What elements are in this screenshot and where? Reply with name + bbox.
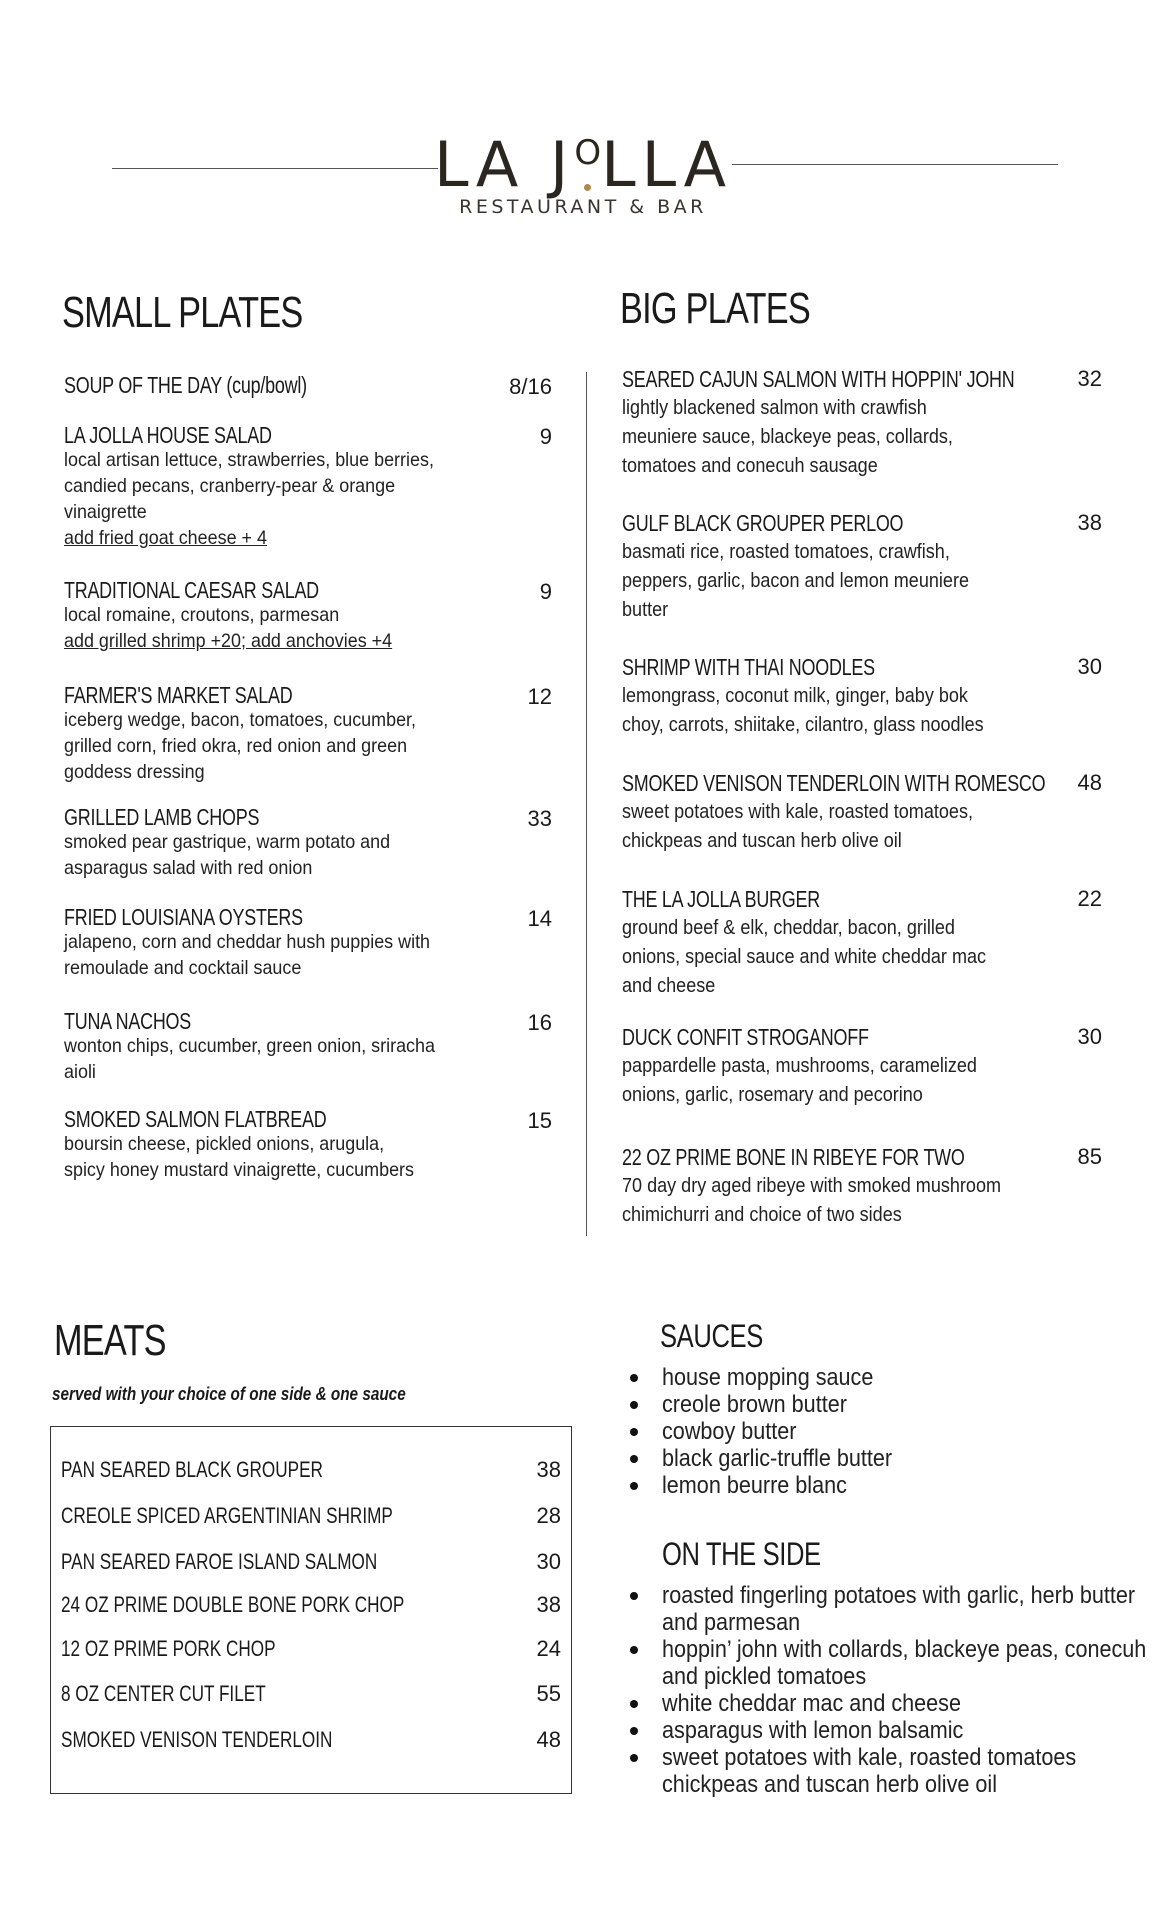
meat-price: 38 [536,1457,561,1482]
item-name: FRIED LOUISIANA OYSTERS [64,904,303,930]
meat-price: 24 [536,1636,561,1661]
item-description [64,1131,414,1183]
sauce-label: creole brown butter [662,1391,847,1418]
item-addon: add fried goat cheese + 4 [64,527,267,549]
description-line: basmati rice, roasted tomatoes, crawfish, [622,540,950,563]
item-name: LA JOLLA HOUSE SALAD [64,422,272,448]
sauces-title: SAUCES [660,1318,763,1354]
description-line: local romaine, croutons, parmesan [64,604,340,626]
description-line: chickpeas and tuscan herb olive oil [622,829,902,852]
sauce-label: lemon beurre blanc [662,1472,847,1499]
item-name: SHRIMP WITH THAI NOODLES [622,654,875,680]
item-description [622,537,969,624]
item-addon: add grilled shrimp +20; add anchovies +4 [64,630,393,652]
meat-row [61,1549,561,1579]
menu-item [622,886,1036,1000]
item-name: TUNA NACHOS [64,1008,192,1034]
meat-name: SMOKED VENISON TENDERLOIN [61,1727,333,1752]
item-price: 8/16 [509,374,552,399]
meat-row [61,1457,561,1487]
side-item [626,1690,1166,1717]
sauce-label: black garlic-truffle butter [662,1445,893,1472]
description-line: lemongrass, coconut milk, ginger, baby bok [622,684,968,707]
item-name: 22 OZ PRIME BONE IN RIBEYE FOR TWO [622,1144,965,1170]
big-plates-title: BIG PLATES [620,284,810,333]
item-name: GULF BLACK GROUPER PERLOO [622,510,904,536]
logo-text-right: LLA [601,128,733,201]
description-line: chimichurri and choice of two sides [622,1203,902,1226]
item-price: 14 [527,906,552,931]
menu-item [64,904,462,981]
description-line: ground beef & elk, cheddar, bacon, grilled [622,916,955,939]
meat-row [61,1592,561,1622]
side-label: asparagus with lemon balsamic [662,1717,964,1744]
logo-o: O [574,128,601,201]
side-item [626,1636,1166,1690]
meat-name: PAN SEARED FAROE ISLAND SALMON [61,1549,378,1574]
restaurant-logo [0,128,1166,201]
item-name: SOUP OF THE DAY (cup/bowl) [64,372,307,398]
item-name: FARMER'S MARKET SALAD [64,682,293,708]
meat-row [61,1503,561,1533]
description-line: meuniere sauce, blackeye peas, collards, [622,425,953,448]
description-line: 70 day dry aged ribeye with smoked mushroom [622,1174,1002,1197]
menu-item [622,654,1033,739]
item-price: 22 [1077,886,1102,911]
description-line: onions, garlic, rosemary and pecorino [622,1083,923,1106]
column-divider [586,372,587,1236]
item-price: 12 [527,684,552,709]
meat-price: 30 [536,1549,561,1574]
item-name: TRADITIONAL CAESAR SALAD [64,577,319,603]
item-name: SMOKED SALMON FLATBREAD [64,1106,327,1132]
item-description [64,929,430,981]
description-line: boursin cheese, pickled onions, arugula, [64,1133,385,1155]
description-line: spicy honey mustard vinaigrette, cucumbers [64,1159,414,1181]
sauce-item [626,1364,918,1391]
sauce-item [626,1472,918,1499]
description-line: aioli [64,1061,96,1083]
logo-dot [584,184,591,191]
logo-subtitle: RESTAURANT & BAR [459,196,707,218]
description-line: grilled corn, fried okra, red onion and green [64,735,408,757]
side-label: roasted fingerling potatoes with garlic, herb butter and parmesan [662,1582,1136,1636]
menu-item [64,1008,467,1085]
menu-item [64,682,447,785]
meat-name: 12 OZ PRIME PORK CHOP [61,1636,276,1661]
description-line: iceberg wedge, bacon, tomatoes, cucumber, [64,709,417,731]
description-line: remoulade and cocktail sauce [64,957,302,979]
menu-item [622,1144,1061,1229]
meat-name: 8 OZ CENTER CUT FILET [61,1681,266,1706]
side-item [626,1717,1166,1744]
meat-row [61,1681,561,1711]
item-description [64,707,416,785]
item-description [622,1051,977,1109]
sides-list [626,1582,1166,1798]
meat-row [61,1636,561,1666]
meat-name: 24 OZ PRIME DOUBLE BONE PORK CHOP [61,1592,405,1617]
sauce-item [626,1445,918,1472]
description-line: onions, special sauce and white cheddar mac [622,945,987,968]
meats-title: MEATS [54,1316,166,1365]
item-name: SEARED CAJUN SALMON WITH HOPPIN' JOHN [622,366,1015,392]
item-price: 30 [1077,1024,1102,1049]
description-line: candied pecans, cranberry-pear & orange [64,475,396,497]
item-price: 30 [1077,654,1102,679]
item-name: GRILLED LAMB CHOPS [64,804,260,830]
item-price: 16 [527,1010,552,1035]
side-item [626,1582,1166,1636]
item-price: 9 [539,579,552,604]
meat-price: 48 [536,1727,561,1752]
item-price: 9 [539,424,552,449]
side-item [626,1744,1166,1798]
menu-item [64,804,418,881]
side-label: white cheddar mac and cheese [662,1690,961,1717]
item-name: THE LA JOLLA BURGER [622,886,820,912]
sauce-label: cowboy butter [662,1418,797,1445]
small-plates-title: SMALL PLATES [62,288,303,337]
description-line: tomatoes and conecuh sausage [622,454,878,477]
item-description [622,913,986,1000]
item-price: 48 [1077,770,1102,795]
sauce-label: house mopping sauce [662,1364,874,1391]
menu-item [64,422,466,551]
side-label: sweet potatoes with kale, roasted tomatoes chickpeas and tuscan herb olive oil [662,1744,1077,1798]
meat-price: 55 [536,1681,561,1706]
sauce-item [626,1391,918,1418]
meat-name: CREOLE SPICED ARGENTINIAN SHRIMP [61,1503,393,1528]
sauces-list [626,1364,918,1499]
meat-name: PAN SEARED BLACK GROUPER [61,1457,323,1482]
description-line: and cheese [622,974,716,997]
item-price: 15 [527,1108,552,1133]
description-line: sweet potatoes with kale, roasted tomatoes, [622,800,973,823]
item-description [64,602,392,654]
item-description [64,1033,435,1085]
description-line: asparagus salad with red onion [64,857,313,879]
item-description [64,447,434,551]
item-name: DUCK CONFIT STROGANOFF [622,1024,869,1050]
menu-item [64,372,375,397]
item-description [622,797,1100,855]
menu-item [622,510,1016,624]
menu-item [64,1106,444,1183]
description-line: lightly blackened salmon with crawfish [622,396,927,419]
description-line: wonton chips, cucumber, green onion, sriracha [64,1035,435,1057]
item-description [622,393,1065,480]
sides-title: ON THE SIDE [662,1536,821,1572]
item-name: SMOKED VENISON TENDERLOIN WITH ROMESCO [622,770,1046,796]
item-description [622,1171,1009,1229]
description-line: vinaigrette [64,501,147,523]
description-line: butter [622,598,669,621]
description-line: pappardelle pasta, mushrooms, caramelized [622,1054,977,1077]
item-description [622,681,984,739]
menu-item [64,577,421,654]
description-line: local artisan lettuce, strawberries, blue berries, [64,449,434,471]
menu-item [622,1024,1025,1109]
description-line: jalapeno, corn and cheddar hush puppies with [64,931,431,953]
description-line: goddess dressing [64,761,205,783]
item-price: 33 [527,806,552,831]
meat-price: 28 [536,1503,561,1528]
item-price: 38 [1077,510,1102,535]
item-price: 85 [1077,1144,1102,1169]
meats-note: served with your choice of one side & one sauce [52,1384,406,1404]
meat-price: 38 [536,1592,561,1617]
side-label: hoppin’ john with collards, blackeye peas, conecuh and pickled tomatoes [662,1636,1147,1690]
meats-box [50,1426,572,1794]
logo-text-left: LA J [433,128,575,201]
description-line: choy, carrots, shiitake, cilantro, glass noodles [622,713,984,736]
description-line: peppers, garlic, bacon and lemon meuniere [622,569,969,592]
meat-row [61,1727,561,1757]
description-line: smoked pear gastrique, warm potato and [64,831,391,853]
item-description [64,829,390,881]
item-price: 32 [1077,366,1102,391]
sauce-item [626,1418,918,1445]
